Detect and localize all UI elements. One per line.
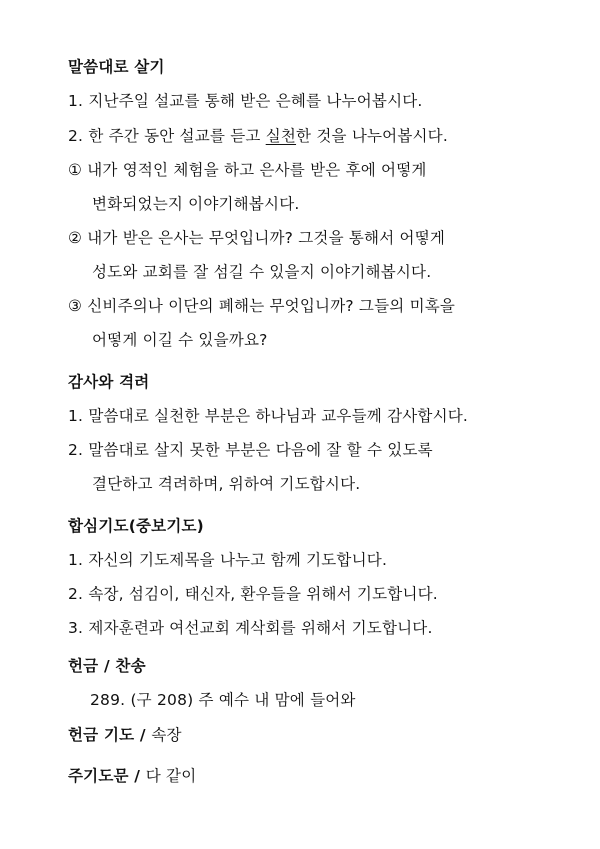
lords-prayer-line: 주기도문 / 다 같이 — [68, 767, 197, 785]
underlined-word: 실천 — [265, 127, 297, 145]
list-item: 3. 제자훈련과 여선교회 계삭회를 위해서 기도합니다. — [68, 619, 433, 637]
hymn-reference: 289. (구 208) 주 예수 내 맘에 들어와 — [90, 691, 356, 709]
sub-item-1-cont: 변화되었는지 이야기해봅시다. — [92, 195, 300, 213]
sub-item-3-cont: 어떻게 이길 수 있을까요? — [92, 331, 268, 349]
section-title-live-by-word: 말씀대로 살기 — [68, 58, 165, 76]
list-item: 1. 자신의 기도제목을 나누고 함께 기도합니다. — [68, 551, 388, 569]
list-item-cont: 결단하고 격려하며, 위하여 기도합시다. — [92, 475, 361, 493]
section-title-offering-hymn: 헌금 / 찬송 — [68, 657, 146, 675]
list-item: 1. 말씀대로 실천한 부분은 하나님과 교우들께 감사합시다. — [68, 407, 469, 425]
sub-item-2: ② 내가 받은 은사는 무엇입니까? 그것을 통해서 어떻게 — [68, 229, 446, 247]
section-title-prayer: 합심기도(중보기도) — [68, 517, 204, 535]
section-title-thanks: 감사와 격려 — [68, 373, 150, 391]
list-item: 2. 한 주간 동안 설교를 듣고 실천한 것을 나누어봅시다. — [68, 127, 448, 145]
offering-prayer-line: 헌금 기도 / 속장 — [68, 726, 182, 744]
sub-item-1: ① 내가 영적인 체험을 하고 은사를 받은 후에 어떻게 — [68, 161, 427, 179]
sub-item-2-cont: 성도와 교회를 잘 섬길 수 있을지 이야기해봅시다. — [92, 263, 432, 281]
list-item: 2. 말씀대로 살지 못한 부분은 다음에 잘 할 수 있도록 — [68, 441, 433, 459]
list-item: 1. 지난주일 설교를 통해 받은 은혜를 나누어봅시다. — [68, 92, 423, 110]
list-item: 2. 속장, 섬김이, 태신자, 환우들을 위해서 기도합니다. — [68, 585, 438, 603]
sub-item-3: ③ 신비주의나 이단의 폐해는 무엇입니까? 그들의 미혹을 — [68, 297, 456, 315]
